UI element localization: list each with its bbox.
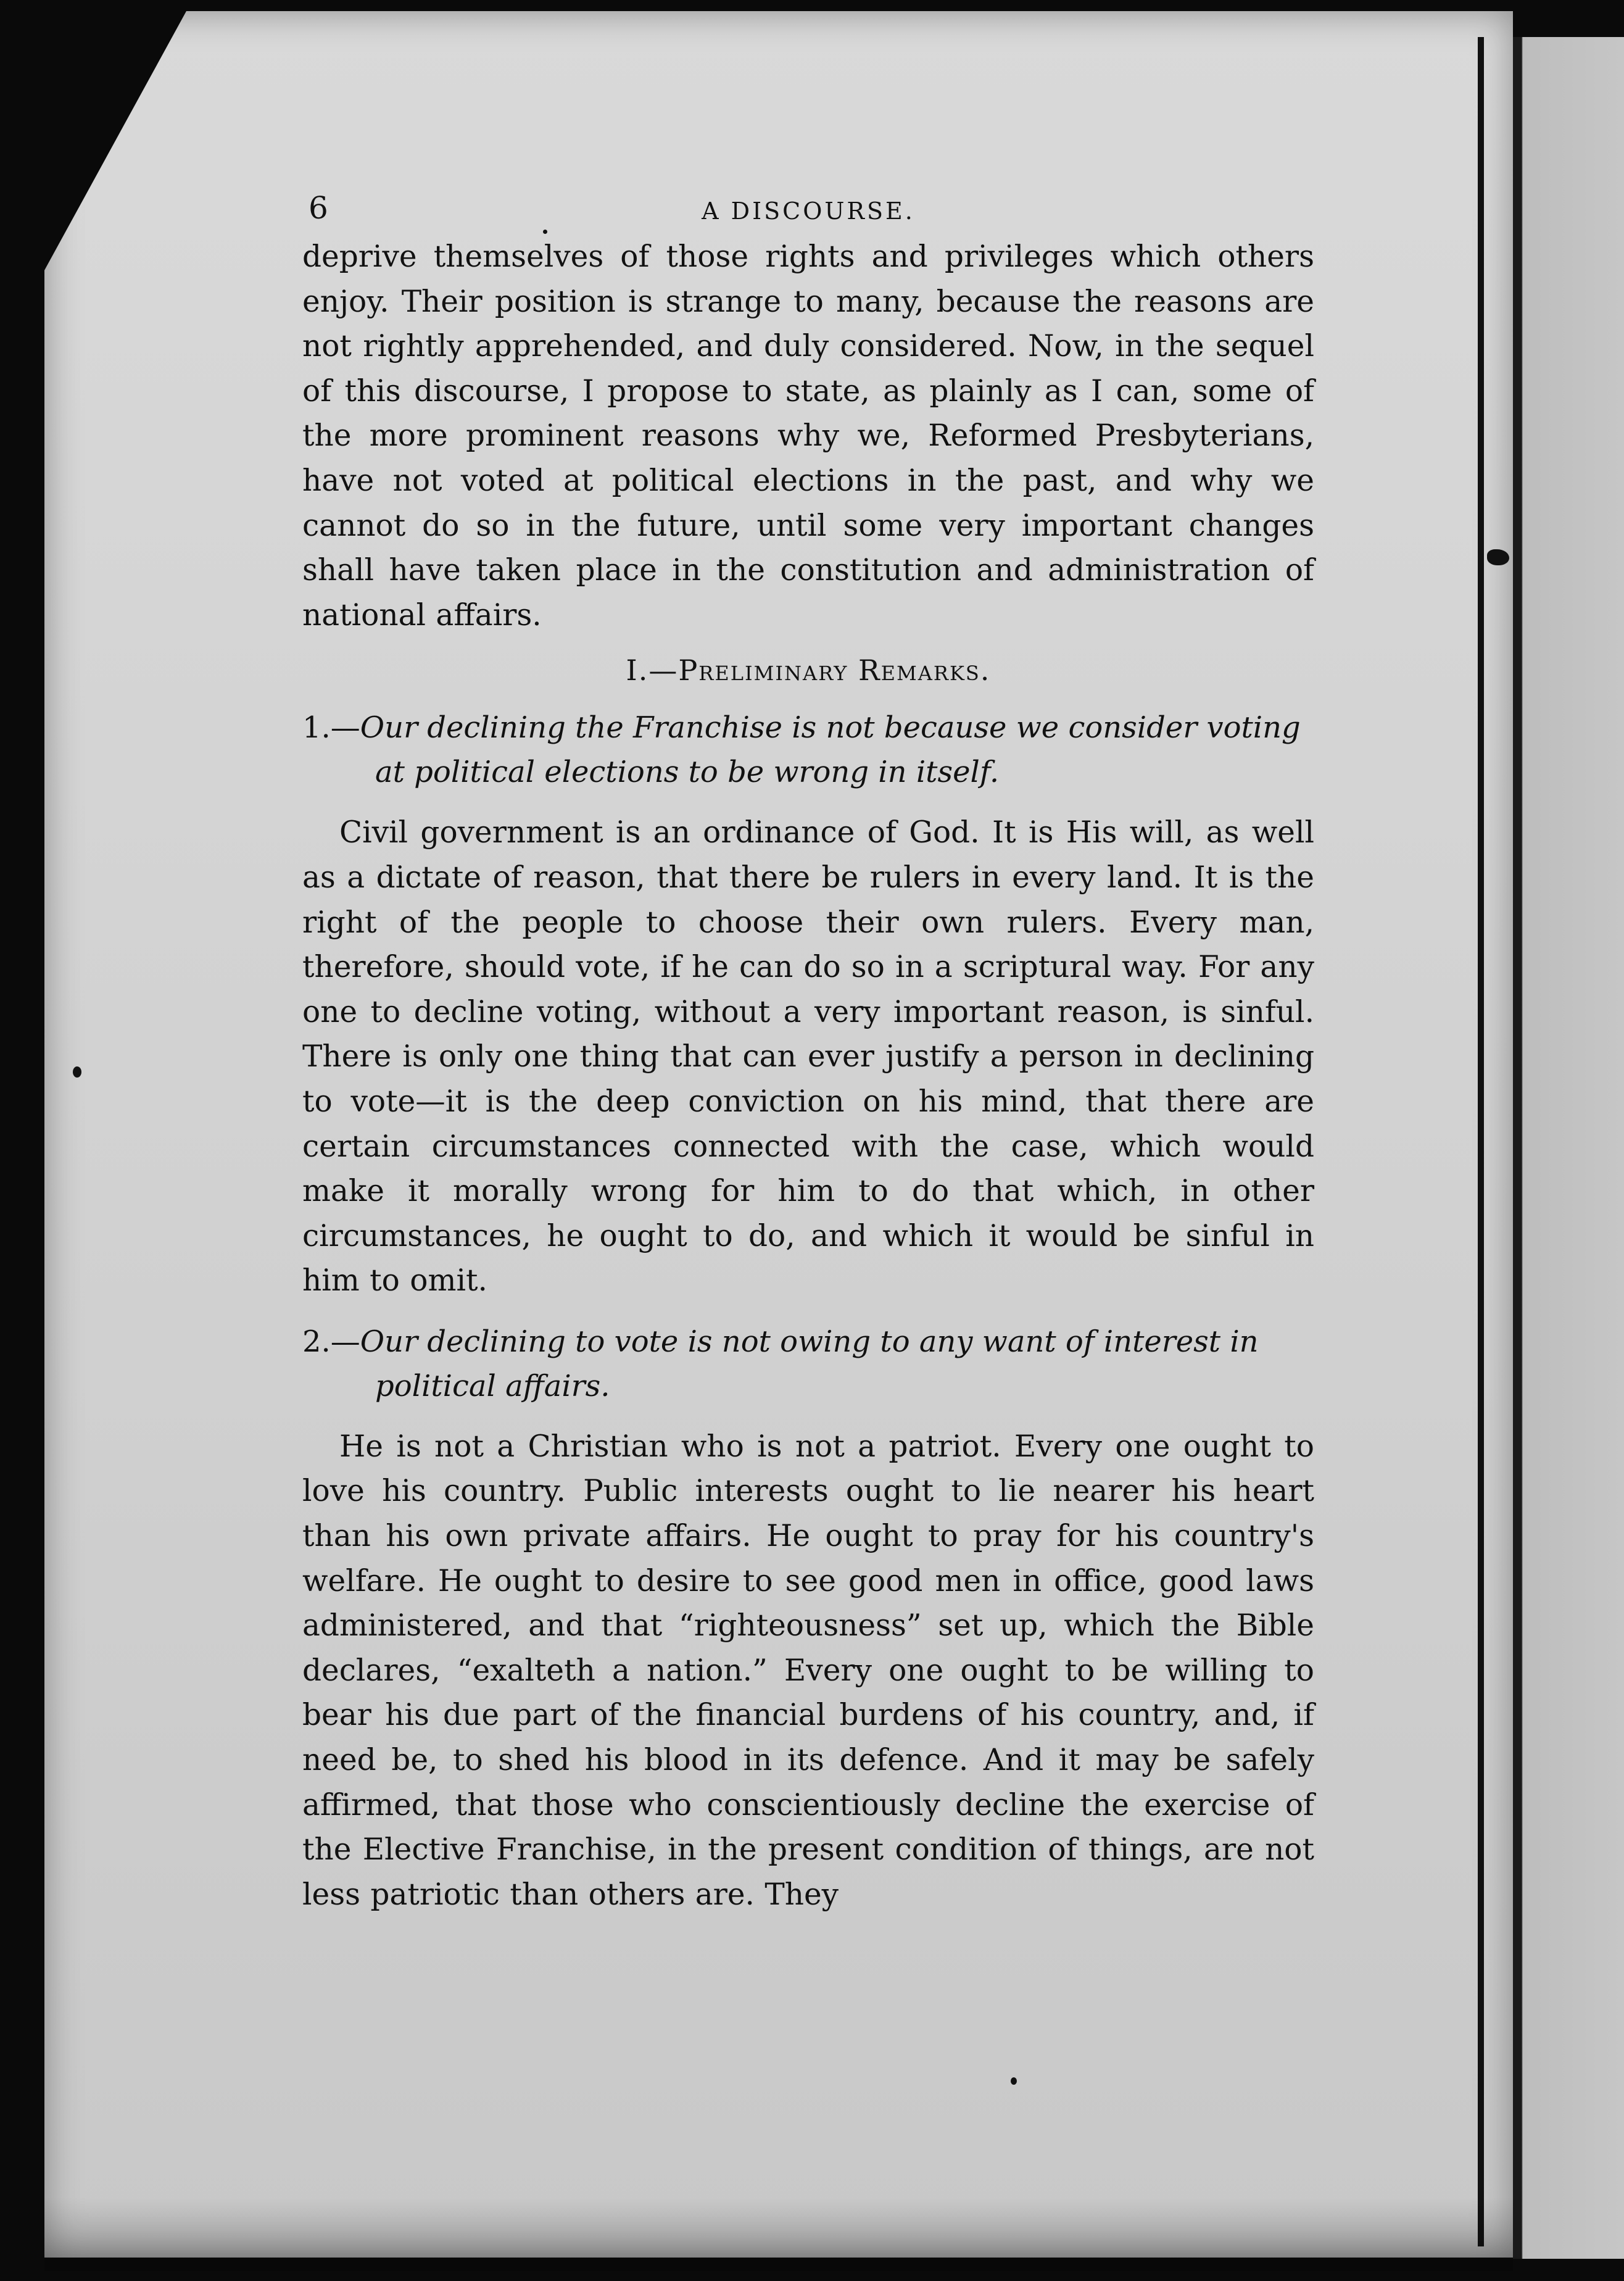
body-paragraph-1: Civil government is an ordinance of God. It is His will, as well as a dictate of reason, that there be rulers in every land. It is the right of the people to choose their own rulers. Every man, therefore, should vote, if he can do so in a scriptural way. For any one to decline voting, without a very important reason, is sinful. There is only one thing that can ever justify a person in declining to vote—it is the deep conviction on his mind, that there are certain circumstances connected with the case, which would make it morally wrong for him to do that which, in other circumstances, he ought to do, and which it would be sinful in him to omit.: [302, 815, 1314, 1298]
point-number: 1.—: [302, 710, 360, 746]
intro-paragraph: deprive themselves of those rights and privileges which others enjoy. Their position is strange to many, because the reasons are not rightly apprehended, and duly considered. Now, in the sequel of this discourse, I propose to state, as plainly as I can, some of the more prominent reasons why we, Reformed Presbyterians, have not voted at political elections in the past, and why we cannot do so in the future, until some very important changes shall have taken place in the constitution and administration of national affairs.: [302, 239, 1314, 633]
point-heading-2: [302, 1319, 1314, 1408]
section-title: Preliminary Remarks.: [678, 654, 991, 688]
page-gutter-shadow: [1478, 37, 1484, 2246]
point-text: Our declining the Franchise is not because we consider voting at political elections to be wrong in itself.: [360, 710, 1301, 790]
point-heading-1: [302, 705, 1314, 794]
bottom-shadow: [44, 2197, 1513, 2271]
point-text: Our declining to vote is not owing to any want of interest in political affairs.: [360, 1324, 1259, 1403]
point-number: 2.—: [302, 1324, 360, 1359]
running-head: [302, 185, 1314, 235]
folded-corner: [44, 11, 186, 270]
running-title: A DISCOURSE.: [702, 197, 915, 225]
adjacent-page-edge: [1513, 37, 1624, 2259]
ink-speck: [73, 1066, 81, 1078]
body-paragraph-2: He is not a Christian who is not a patriot. Every one ought to love his country. Public interests ought to lie nearer his heart than his own private affairs. He ought to pray for his country's welfare. He ought to desire to see good men in office, good laws administered, and that “righteousness” set up, which the Bible declares, “exalteth a nation.” Every one ought to be willing to bear his due part of the financial burdens of his country, and, if need be, to shed his blood in its defence. And it may be safely affirmed, that those who conscientiously decline the exercise of the Elective Franchise, in the present condition of things, are not less patriotic than others are. They: [302, 1429, 1314, 1912]
ink-speck: [1011, 2077, 1017, 2085]
section-number: I.—: [626, 654, 679, 688]
section-heading: [302, 654, 1314, 687]
page-number: 6: [309, 190, 330, 226]
page-content: [302, 185, 1314, 1917]
binding-clip-mark: [1487, 549, 1509, 565]
